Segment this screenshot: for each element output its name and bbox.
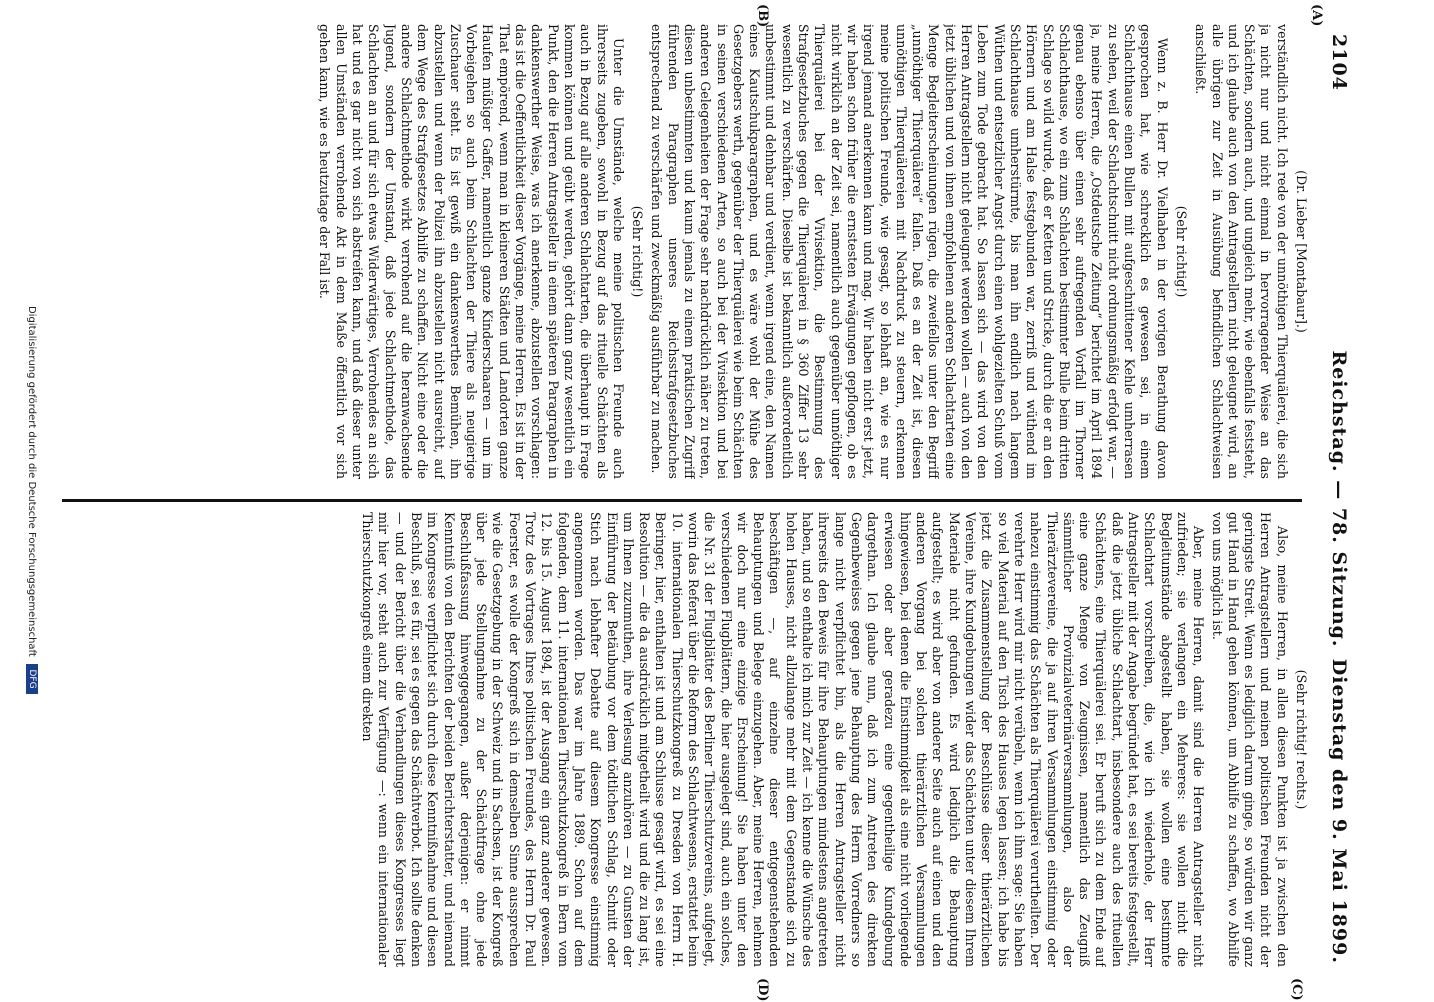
- applause-note: (Sehr richtig! rechts.): [1294, 669, 1309, 810]
- paragraph: verständlich nicht. Ich rede von der unnöthigen Thierquälerei, die sich ja nicht nur und nicht einmal in hervorragender Weise an das Schächten, sondern auch, und ungleich mehr, wie ebenfalls feststeht, und ich glaube auch von den Antragstellern nicht geleugnet wird, an alle übrigen zur Zeit in Ausübung befindlichen Schlachtweisen anschließt.: [1193, 24, 1290, 479]
- left-column: [52, 24, 1312, 479]
- column-divider: [62, 499, 1302, 502]
- right-column: [52, 512, 1312, 967]
- paragraph: Unter die Umstände, welche meine politischen Freunde auch ihrerseits zugeben, sowohl in Bezug auf das rituelle Schächten als auch in Bezug auf alle anderen Schlachtarten, die überhaupt in Frage kommen können und geübt werden, gehört dann ganz wesentlich ein Punkt, den die Herren Antragsteller in einem späteren Paragraphen in dankenswerther Weise, was ich anerkenne, abzustellen vorschlagen: das ist die Oeffentlichkeit dieser Vorgänge, meine Herren. Es ist in der That empörend, wenn man in kleineren Städten und Landorten ganze Haufen müßiger Gaffer, namentlich ganze Kinderschaaren — um im Vorbeigehen so auch beim Schlachten der Thiere als neugierige Zuschauer steht. Es ist gewiß ein dankenswerthes Bemühen, ihn abzustellen und wenn der Polizei ihn abzustellen nicht ausreicht, auf dem Wege des Strafgesetzes Abhilfe zu schaffen. Nicht eine oder die andere Schlachtmethode wirkt verrohend auf die heranwachsende Jugend, sondern der Umstand, daß jede Schlachtmethode, das Schlachten an und für sich etwas Widerwärtiges, Verrohendes an sich hat und es gar nicht von sich abstreifen kann, und daß dieser unter allen Umständen verrohende Akt in dem Maße öffentlich vor sich gehen kann, wie es heutzutage der Fall ist.: [317, 24, 626, 479]
- digitization-footer: [26, 0, 38, 1000]
- dfg-logo: DFG: [26, 664, 38, 694]
- page-number: 2104: [1328, 34, 1350, 91]
- applause-note: (Sehr richtig!): [630, 205, 646, 298]
- margin-marker-d: (D): [755, 978, 770, 1002]
- margin-marker-a: (A): [1309, 4, 1324, 27]
- paragraph: Wenn z. B. Herr Dr. Vielhaben in der vorigen Berathung davon gesprochen hat, wie schrecklich es gewesen sei, in einem Schlachthause einen Bullen mit aufgeschnittener Kehle umherrasen zu sehen, weil der Schlachtschnitt nicht ordnungsmäßig erfolgt war, — ja, meine Herren, die „Ostdeutsche Zeitung“ berichtet im April 1894 genau ebenso über einen sehr aufregenden Vorfall im Thorner Schlachthause, wo ein zum Schlachten bestimmter Bulle beim dritten Schlage so wild wurde, daß er Ketten und Stricke, durch die er an den Hörnern und am Halse festgebunden war, zerriß und wüthend im Schlachthause umherstürmte, bis man ihn endlich nach langem Wüthen und entsetzlicher Angst durch einen wohlgezielten Schuß vom Leben zum Tode gebracht hat. So lassen sich — das wird von den Herren Antragstellern nicht geleugnet werden wollen — auch von den jetzt üblichen und von ihnen empfohlenen anderen Schlachtarten eine Menge Begleiterscheinungen rügen, die zweifellos unter den Begriff „unnöthiger Thierquälerei“ fallen. Daß es an der Zeit ist, diesen unnöthigen Thierquälereien mit Nachdruck zu steuern, erkennen meine politischen Freunde, wie gesagt, so lebhaft an, wie es nur irgend jemand anerkennen kann und mag. Wir haben nicht erst jetzt, wir haben schon früher die ernstesten Erwägungen gepflogen, ob es nicht wirklich an der Zeit sei, namentlich auch gegenüber unnöthiger Thierquälerei bei der Vivisektion, die Bestimmung des Strafgesetzbuches gegen die Thierquälerei in § 360 Ziffer 13 sehr wesentlich zu verschärfen. Dieselbe ist bekanntlich außerordentlich unbestimmt und dehnbar und verdient, wenn irgend eine, den Namen eines Kautschukparagraphen, und es wäre wohl der Mühe des Gesetzgebers werth, gegenüber der Thierquälerei wie beim Schächten in seinen verschiedenen Arten, so auch bei der Vivisektion und bei anderen Gelegenheiten der Frage sehr nachdrücklich näher zu treten, diesen unbestimmten und kaum jemals zu einem praktischen Zugriff führenden Paragraphen unseres Reichsstrafgesetzbuches entsprechend zu verschärfen und zweckmäßig ausführbar zu machen.: [649, 24, 1170, 479]
- footer-text: Digitalisierung gefördert durch die Deutsche Forschungsgemeinschaft: [26, 305, 37, 657]
- page-header: [1320, 34, 1350, 964]
- document-page: [20, 0, 1390, 1000]
- paragraph: Also, meine Herren, in allen diesen Punkten ist ja zwischen den Herren Antragstellern und meinen politischen Freunden nicht der geringste Streit. Wenn es lediglich darum ginge, so würden wir ganz gut Hand in Hand gehen können, um Abhilfe zu schaffen, wo Abhilfe von uns möglich ist.: [1209, 512, 1290, 967]
- speaker-name: (Dr. Lieber [Montabaur].): [1294, 170, 1309, 333]
- paragraph: Aber, meine Herren, damit sind die Herren Antragsteller nicht zufrieden; sie verlangen ein Mehreres: sie wollen nicht die Begleitumstände abgestellt haben, sie wollen eine bestimmte Schlachtart vorschreiben, die, wie ich wiederhole, der Herr Antragsteller mit der Angabe begründet hat, es sei bereits festgestellt, daß die jetzt übliche Schlachtart, insbesondere auch des rituellen Schächtens, eine Thierquälerei sei. Er beruft sich zu dem Ende auf eine ganze Menge von Zeugnissen, namentlich das Zeugniß sämmtlicher Provinzialveterinärversammlungen, also der Thierärztevereine, die ja auf ihren Versammlungen einstimmig oder nahezu einstimmig das Schächten als Thierquälerei verurtheilten. Der verehrte Herr wird mir nicht verübeln, wenn ich ihm sage: Sie haben so viel Material auf den Tisch des Hauses legen lassen; ich habe bis jetzt die Zusammenstellung der Beschlüsse dieser thierärztlichen Vereine, ihre Kundgebungen wider das Schächten unter diesem Ihrem Materiale nicht gefunden. Es wird lediglich die Behauptung aufgestellt; es wird aber von anderer Seite auch auf einen und den anderen Vorgang bei solchen thierärztlichen Versammlungen hingewiesen, bei denen die Einstimmigkeit als eine nicht vorliegende erwiesen oder aber geradezu eine gegentheilige Kundgebung dargethan. Ich glaube nun, daß ich zum Antreten des direkten Gegenbeweises gegen jene Behauptung des Herrn Vorredners so lange nicht verpflichtet bin, als die Herren Antragsteller nicht ihrerseits den Beweis für ihre Behauptungen mindestens angetreten haben, und so enthalte ich mich zur Zeit — ich kenne die Wünsche des hohen Hauses, nicht allzulange mehr mit dem Gegenstande sich zu beschäftigen —, auf einzelne dieser entgegenstehenden Behauptungen und Belege einzugehen. Aber, meine Herren, nehmen wir doch nur eine einzige Erscheinung! Sie haben unter den verschiedenen Flugblättern, die hier ausgelegt sind, auch ein solches, die Nr. 31 der Flugblätter des Berliner Thierschutzvereins, aufgelegt, worin das Referat über die Reform des Schlachtwesens, erstattet beim 10. internationalen Thierschutzkongreß zu Dresden von Herrn H. Beringer, hier, enthalten ist und am Schlusse gesagt wird, es sei eine Resolution — die da ausdrücklich mitgetheilt wird und die zu lang ist, um Ihnen zuzumuthen, ihre Verlesung anzuhören — zu Gunsten der Einführung der Betäubung vor dem tödtlichen Schlag, Schnitt oder Stich nach lebhafter Debatte auf diesem Kongresse einstimmig angenommen worden. Das war im Jahre 1889. Schon auf dem folgenden, dem 11. internationalen Thierschutzkongreß in Bern vom 12. bis 15. August 1894, ist der Ausgang ein ganz anderer gewesen. Trotz des Vortrages Ihres politischen Freundes, des Herrn Dr. Paul Foerster, es wolle der Kongreß sich in demselben Sinne aussprechen wie die Gesetzgebung in der Schweiz und in Sachsen, ist der Kongreß über jede Stellungnahme zu der Schächtfrage ohne jede Beschlußfassung hinweggegangen, außer derjenigen: er nimmt Kenntniß von den Berichten der beiden Berichterstatter, und niemand im Kongresse verpflichtet sich durch diese Kenntnißnahme und diesen Beschluß, sei es für, sei es gegen das Schächtverbot. Ich sollte denken — und der Bericht über die Verhandlungen dieses Kongresses liegt mir hier vor, steht auch zur Verfügung —: wenn ein internationaler Thierschutzkongreß einem direkten: [360, 512, 1207, 967]
- session-date: Dienstag den 9. Mai 1899.: [1328, 658, 1350, 964]
- applause-note: (Sehr richtig!): [1173, 205, 1189, 298]
- margin-marker-b: (B): [755, 4, 770, 28]
- margin-marker-c: (C): [1289, 978, 1304, 1001]
- page-title: Reichstag. — 78. Sitzung.: [1328, 350, 1350, 648]
